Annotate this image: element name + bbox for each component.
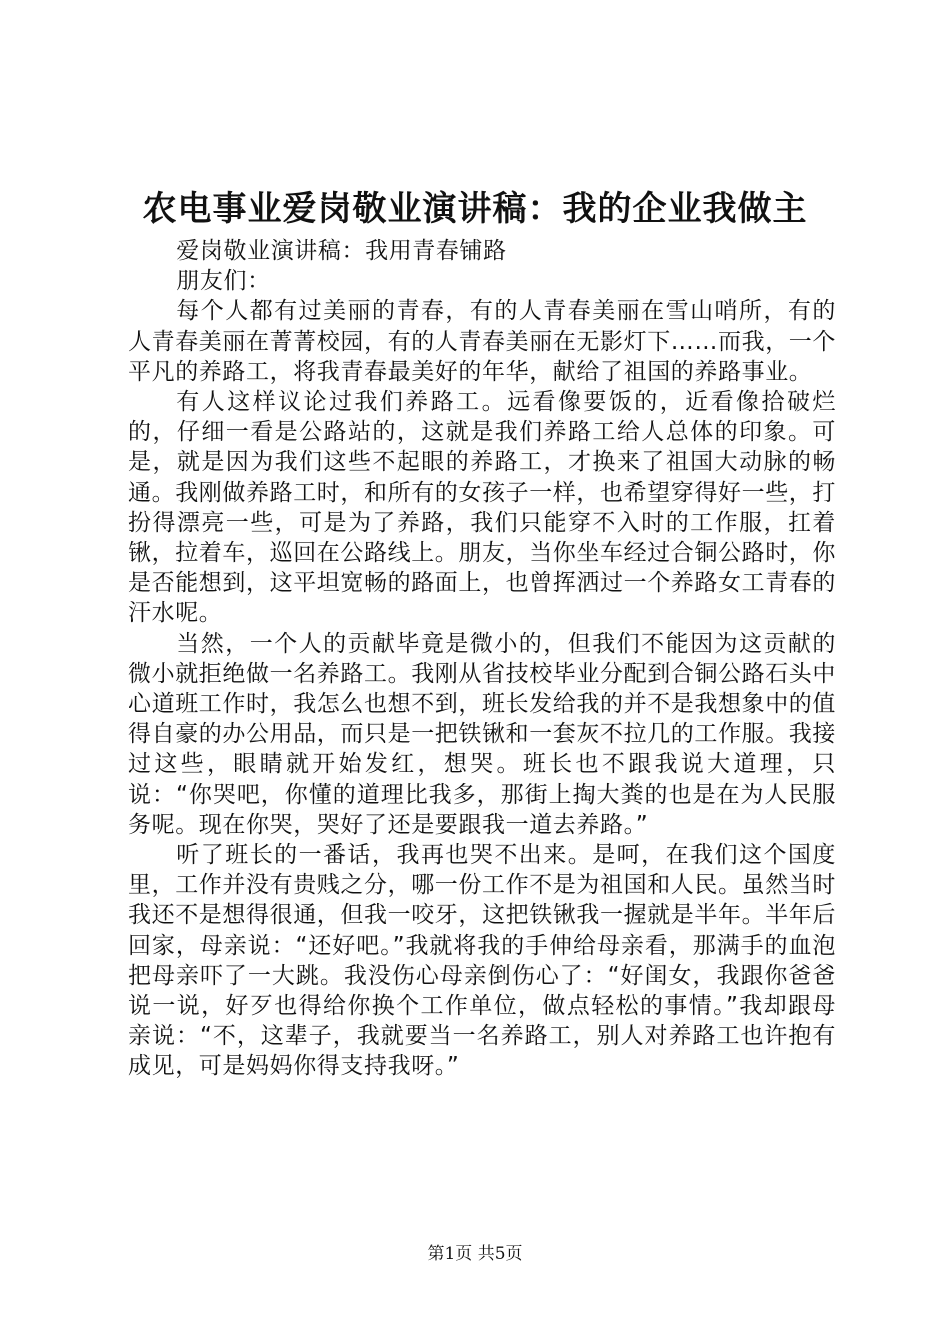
document-title: 农电事业爱岗敬业演讲稿：我的企业我做主 [142, 189, 808, 229]
body-paragraph: 有人这样议论过我们养路工。远看像要饭的，近看像拾破烂的，仔细一看是公路站的，这就是我们养路工给人总体的印象。可是，就是因为我们这些不起眼的养路工，才换来了祖国大动脉的畅通。我刚做养路工时，和所有的女孩子一样，也希望穿得好一些，打扮得漂亮一些，可是为了养路，我们只能穿不入时的工作服，扛着锹，拉着车，巡回在公路线上。朋友，当你坐车经过合铜公路时，你是否能想到，这平坦宽畅的路面上，也曾挥洒过一个养路女工青春的汗水呢。 [128, 389, 836, 627]
document-body [128, 236, 836, 1082]
body-paragraph: 当然，一个人的贡献毕竟是微小的，但我们不能因为这贡献的微小就拒绝做一名养路工。我刚从省技校毕业分配到合铜公路石头中心道班工作时，我怎么也想不到，班长发给我的并不是我想象中的值得自豪的办公用品，而只是一把铁锹和一套灰不拉几的工作服。我接过这些，眼睛就开始发红，想哭。班长也不跟我说大道理，只说：“你哭吧，你懂的道理比我多，那街上掏大粪的也是在为人民服务呢。现在你哭，哭好了还是要跟我一道去养路。” [128, 630, 836, 838]
salutation-paragraph: 朋友们： [176, 268, 271, 295]
body-paragraph: 每个人都有过美丽的青春，有的人青春美丽在雪山哨所，有的人青春美丽在菁菁校园，有的人青春美丽在无影灯下……而我，一个平凡的养路工，将我青春最美好的年华，献给了祖国的养路事业。 [128, 298, 836, 385]
subtitle-paragraph: 爱岗敬业演讲稿：我用青春铺路 [176, 238, 507, 264]
page-footer: 第1页 共5页 [427, 1244, 523, 1264]
body-paragraph: 听了班长的一番话，我再也哭不出来。是呵，在我们这个国度里，工作并没有贵贱之分，哪一份工作不是为祖国和人民。虽然当时我还不是想得很通，但我一咬牙，这把铁锹我一握就是半年。半年后回家，母亲说：“还好吧。”我就将我的手伸给母亲看，那满手的血泡把母亲吓了一大跳。我没伤心母亲倒伤心了：“好闺女，我跟你爸爸说一说，好歹也得给你换个工作单位，做点轻松的事情。”我却跟母亲说：“不，这辈子，我就要当一名养路工，别人对养路工也许抱有成见，可是妈妈你得支持我呀。” [128, 842, 836, 1080]
